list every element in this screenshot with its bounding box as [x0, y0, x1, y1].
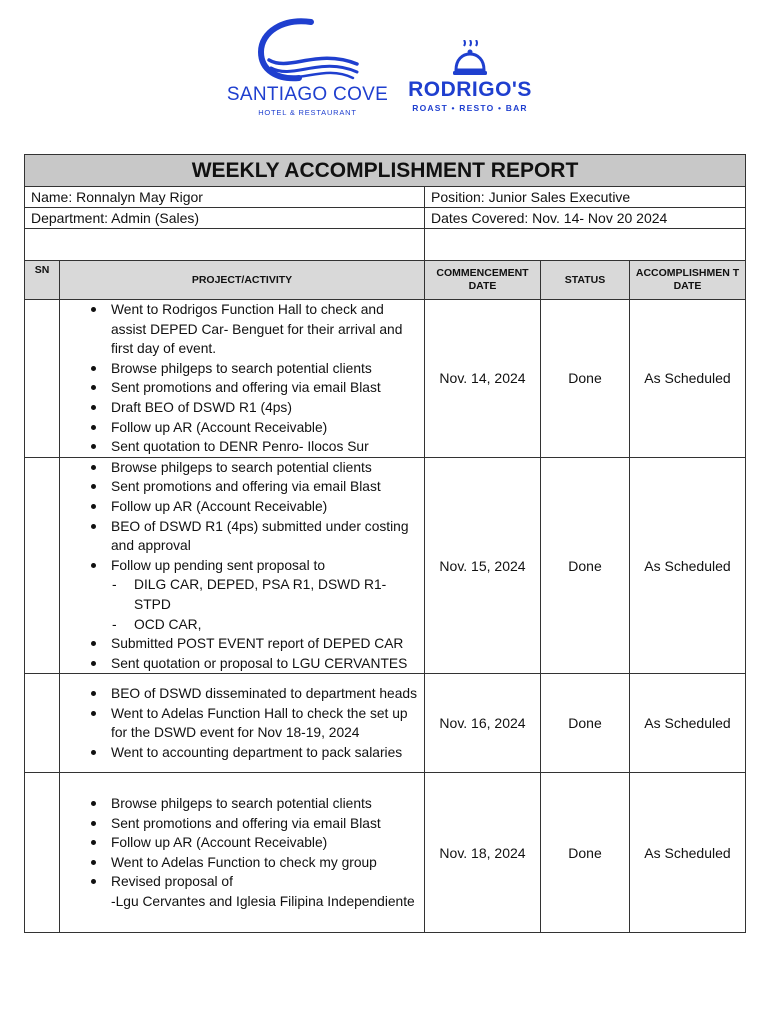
row-commencement-date: Nov. 16, 2024: [425, 674, 541, 773]
dates-covered: Dates Covered: Nov. 14- Nov 20 2024: [425, 208, 746, 229]
blank-cell-left: [25, 229, 425, 261]
letterhead: [0, 0, 768, 130]
row-activities: [60, 457, 425, 674]
list-item: Sent quotation or proposal to LGU CERVANTES: [60, 654, 418, 674]
list-item: - DILG CAR, DEPED, PSA R1, DSWD R1- STPD: [60, 575, 418, 614]
list-item: Sent promotions and offering via email Blast: [60, 814, 418, 834]
activity-list: [60, 300, 424, 457]
list-item: Went to Rodrigos Function Hall to check and assist DEPED Car- Benguet for their arrival and first day of event.: [60, 300, 418, 359]
list-item: Follow up pending sent proposal to: [60, 556, 418, 576]
list-item: Draft BEO of DSWD R1 (4ps): [60, 398, 418, 418]
row-commencement-date: Nov. 15, 2024: [425, 457, 541, 674]
list-item: BEO of DSWD R1 (4ps) submitted under costing and approval: [60, 517, 418, 556]
row-commencement-date: Nov. 18, 2024: [425, 773, 541, 933]
employee-name: Name: Ronnalyn May Rigor: [25, 187, 425, 208]
row-sn: [25, 457, 60, 674]
list-item: Sent promotions and offering via email Blast: [60, 477, 418, 497]
list-item: Sent promotions and offering via email Blast: [60, 378, 418, 398]
blank-cell-right: [425, 229, 746, 261]
santiago-cove-logo: [225, 18, 390, 117]
row-activities: [60, 674, 425, 773]
row-sn: [25, 674, 60, 773]
row-sn: [25, 300, 60, 458]
rodrigos-subtitle: ROAST • RESTO • BAR: [412, 103, 528, 113]
santiago-cove-name: SANTIAGO COVE: [226, 84, 389, 105]
column-header-sn: SN: [25, 261, 60, 300]
table-row: [25, 457, 746, 674]
list-item: -Lgu Cervantes and Iglesia Filipina Independiente: [111, 893, 415, 909]
activity-list: [60, 794, 424, 912]
list-item: - OCD CAR,: [60, 615, 418, 635]
row-status: Done: [541, 773, 630, 933]
cloche-icon: [450, 40, 490, 78]
list-item: BEO of DSWD disseminated to department heads: [60, 684, 418, 704]
rodrigos-name: RODRIGO'S: [408, 78, 532, 101]
wave-logo-icon: [253, 18, 363, 84]
employee-position: Position: Junior Sales Executive: [425, 187, 746, 208]
row-sn: [25, 773, 60, 933]
row-status: Done: [541, 674, 630, 773]
list-item: Submitted POST EVENT report of DEPED CAR: [60, 634, 418, 654]
list-item: Browse philgeps to search potential clients: [60, 359, 418, 379]
table-row: [25, 674, 746, 773]
column-header-activity: PROJECT/ACTIVITY: [60, 261, 425, 300]
list-item: Went to accounting department to pack salaries: [60, 743, 418, 763]
column-header-status: STATUS: [541, 261, 630, 300]
list-item: Sent quotation to DENR Penro- Ilocos Sur: [60, 437, 418, 457]
row-accomplishment-date: As Scheduled: [630, 773, 746, 933]
column-header-commencement: COMMENCEMENT DATE: [425, 261, 541, 300]
list-item: Went to Adelas Function Hall to check the set up for the DSWD event for Nov 18-19, 2024: [60, 704, 418, 743]
list-item: Went to Adelas Function to check my group: [60, 853, 418, 873]
table-row: [25, 300, 746, 458]
row-activities: [60, 300, 425, 458]
column-header-accomplishment: ACCOMPLISHMEN T DATE: [630, 261, 746, 300]
santiago-cove-subtitle: HOTEL & RESTAURANT: [258, 108, 357, 117]
activity-list: [60, 458, 424, 674]
list-item: Browse philgeps to search potential clients: [60, 458, 418, 478]
accomplishment-report-table: [24, 154, 746, 933]
row-activities: [60, 773, 425, 933]
row-status: Done: [541, 457, 630, 674]
list-item: Follow up AR (Account Receivable): [60, 833, 418, 853]
row-accomplishment-date: As Scheduled: [630, 300, 746, 458]
row-status: Done: [541, 300, 630, 458]
row-accomplishment-date: As Scheduled: [630, 674, 746, 773]
row-commencement-date: Nov. 14, 2024: [425, 300, 541, 458]
list-item: Follow up AR (Account Receivable): [60, 418, 418, 438]
list-item: Browse philgeps to search potential clients: [60, 794, 418, 814]
rodrigos-logo: [400, 40, 540, 120]
list-item: Revised proposal of: [60, 872, 418, 892]
department: Department: Admin (Sales): [25, 208, 425, 229]
list-item: Follow up AR (Account Receivable): [60, 497, 418, 517]
row-accomplishment-date: As Scheduled: [630, 457, 746, 674]
report-title: WEEKLY ACCOMPLISHMENT REPORT: [25, 155, 746, 187]
table-row: [25, 773, 746, 933]
activity-list: [60, 684, 424, 762]
